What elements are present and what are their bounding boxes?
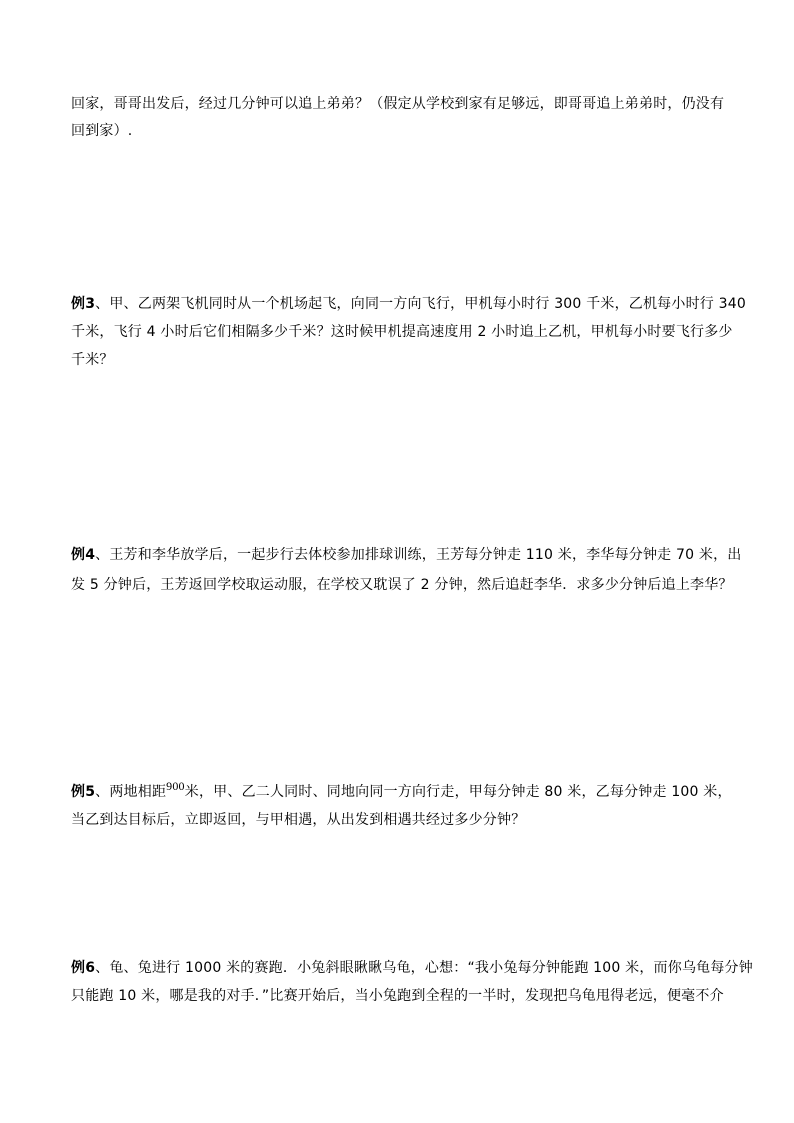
example-5-text-1b: 米，甲、乙二人同时、同地向同一方向行走，甲每分钟走 80 米，乙每分钟走 100 米， xyxy=(184,784,732,800)
example-3-line-1 xyxy=(71,294,746,314)
intro-line-2: 回到家）. xyxy=(71,123,133,139)
example-6-line-2: 只能跑 10 米，哪是我的对手．”比赛开始后，当小兔跑到全程的一半时，发现把乌龟甩得老远，便毫不介 xyxy=(71,988,724,1004)
example-6-line-1 xyxy=(71,958,753,978)
example-4-line-1 xyxy=(71,545,742,565)
example-5-label: 例5 xyxy=(71,784,96,800)
example-4-label: 例4 xyxy=(71,547,96,563)
example-5-line-2: 当乙到达目标后，立即返回，与甲相遇，从出发到相遇共经过多少分钟？ xyxy=(71,812,526,828)
example-3-text-1: 、甲、乙两架飞机同时从一个机场起飞，向同一方向飞行，甲机每小时行 300 千米，乙机每小时行 340 xyxy=(95,296,746,312)
example-3-line-2: 千米，飞行 4 小时后它们相隔多少千米？这时候甲机提高速度用 2 小时追上乙机，甲机每小时要飞行多少 xyxy=(71,324,733,340)
example-5-distance: 900 xyxy=(166,779,185,793)
example-6-text-1: 、龟、兔进行 1000 米的赛跑．小兔斜眼瞅瞅乌龟，心想：“我小兔每分钟能跑 100 米，而你乌龟每分钟 xyxy=(95,960,753,976)
example-6-label: 例6 xyxy=(71,960,96,976)
example-4-line-2: 发 5 分钟后，王芳返回学校取运动服，在学校又耽误了 2 分钟，然后追赶李华．求多少分钟后追上李华？ xyxy=(71,577,733,593)
intro-line-1: 回家，哥哥出发后，经过几分钟可以追上弟弟？（假定从学校到家有足够远，即哥哥追上弟弟时，仍没有 xyxy=(71,96,725,112)
example-4-text-1: 、王芳和李华放学后，一起步行去体校参加排球训练，王芳每分钟走 110 米，李华每分钟走 70 米，出 xyxy=(95,547,742,563)
example-3-line-3: 千米？ xyxy=(71,352,114,368)
example-5-text-1a: 、两地相距 xyxy=(95,784,167,800)
example-5-line-1 xyxy=(71,779,732,802)
example-3-label: 例3 xyxy=(71,296,96,312)
